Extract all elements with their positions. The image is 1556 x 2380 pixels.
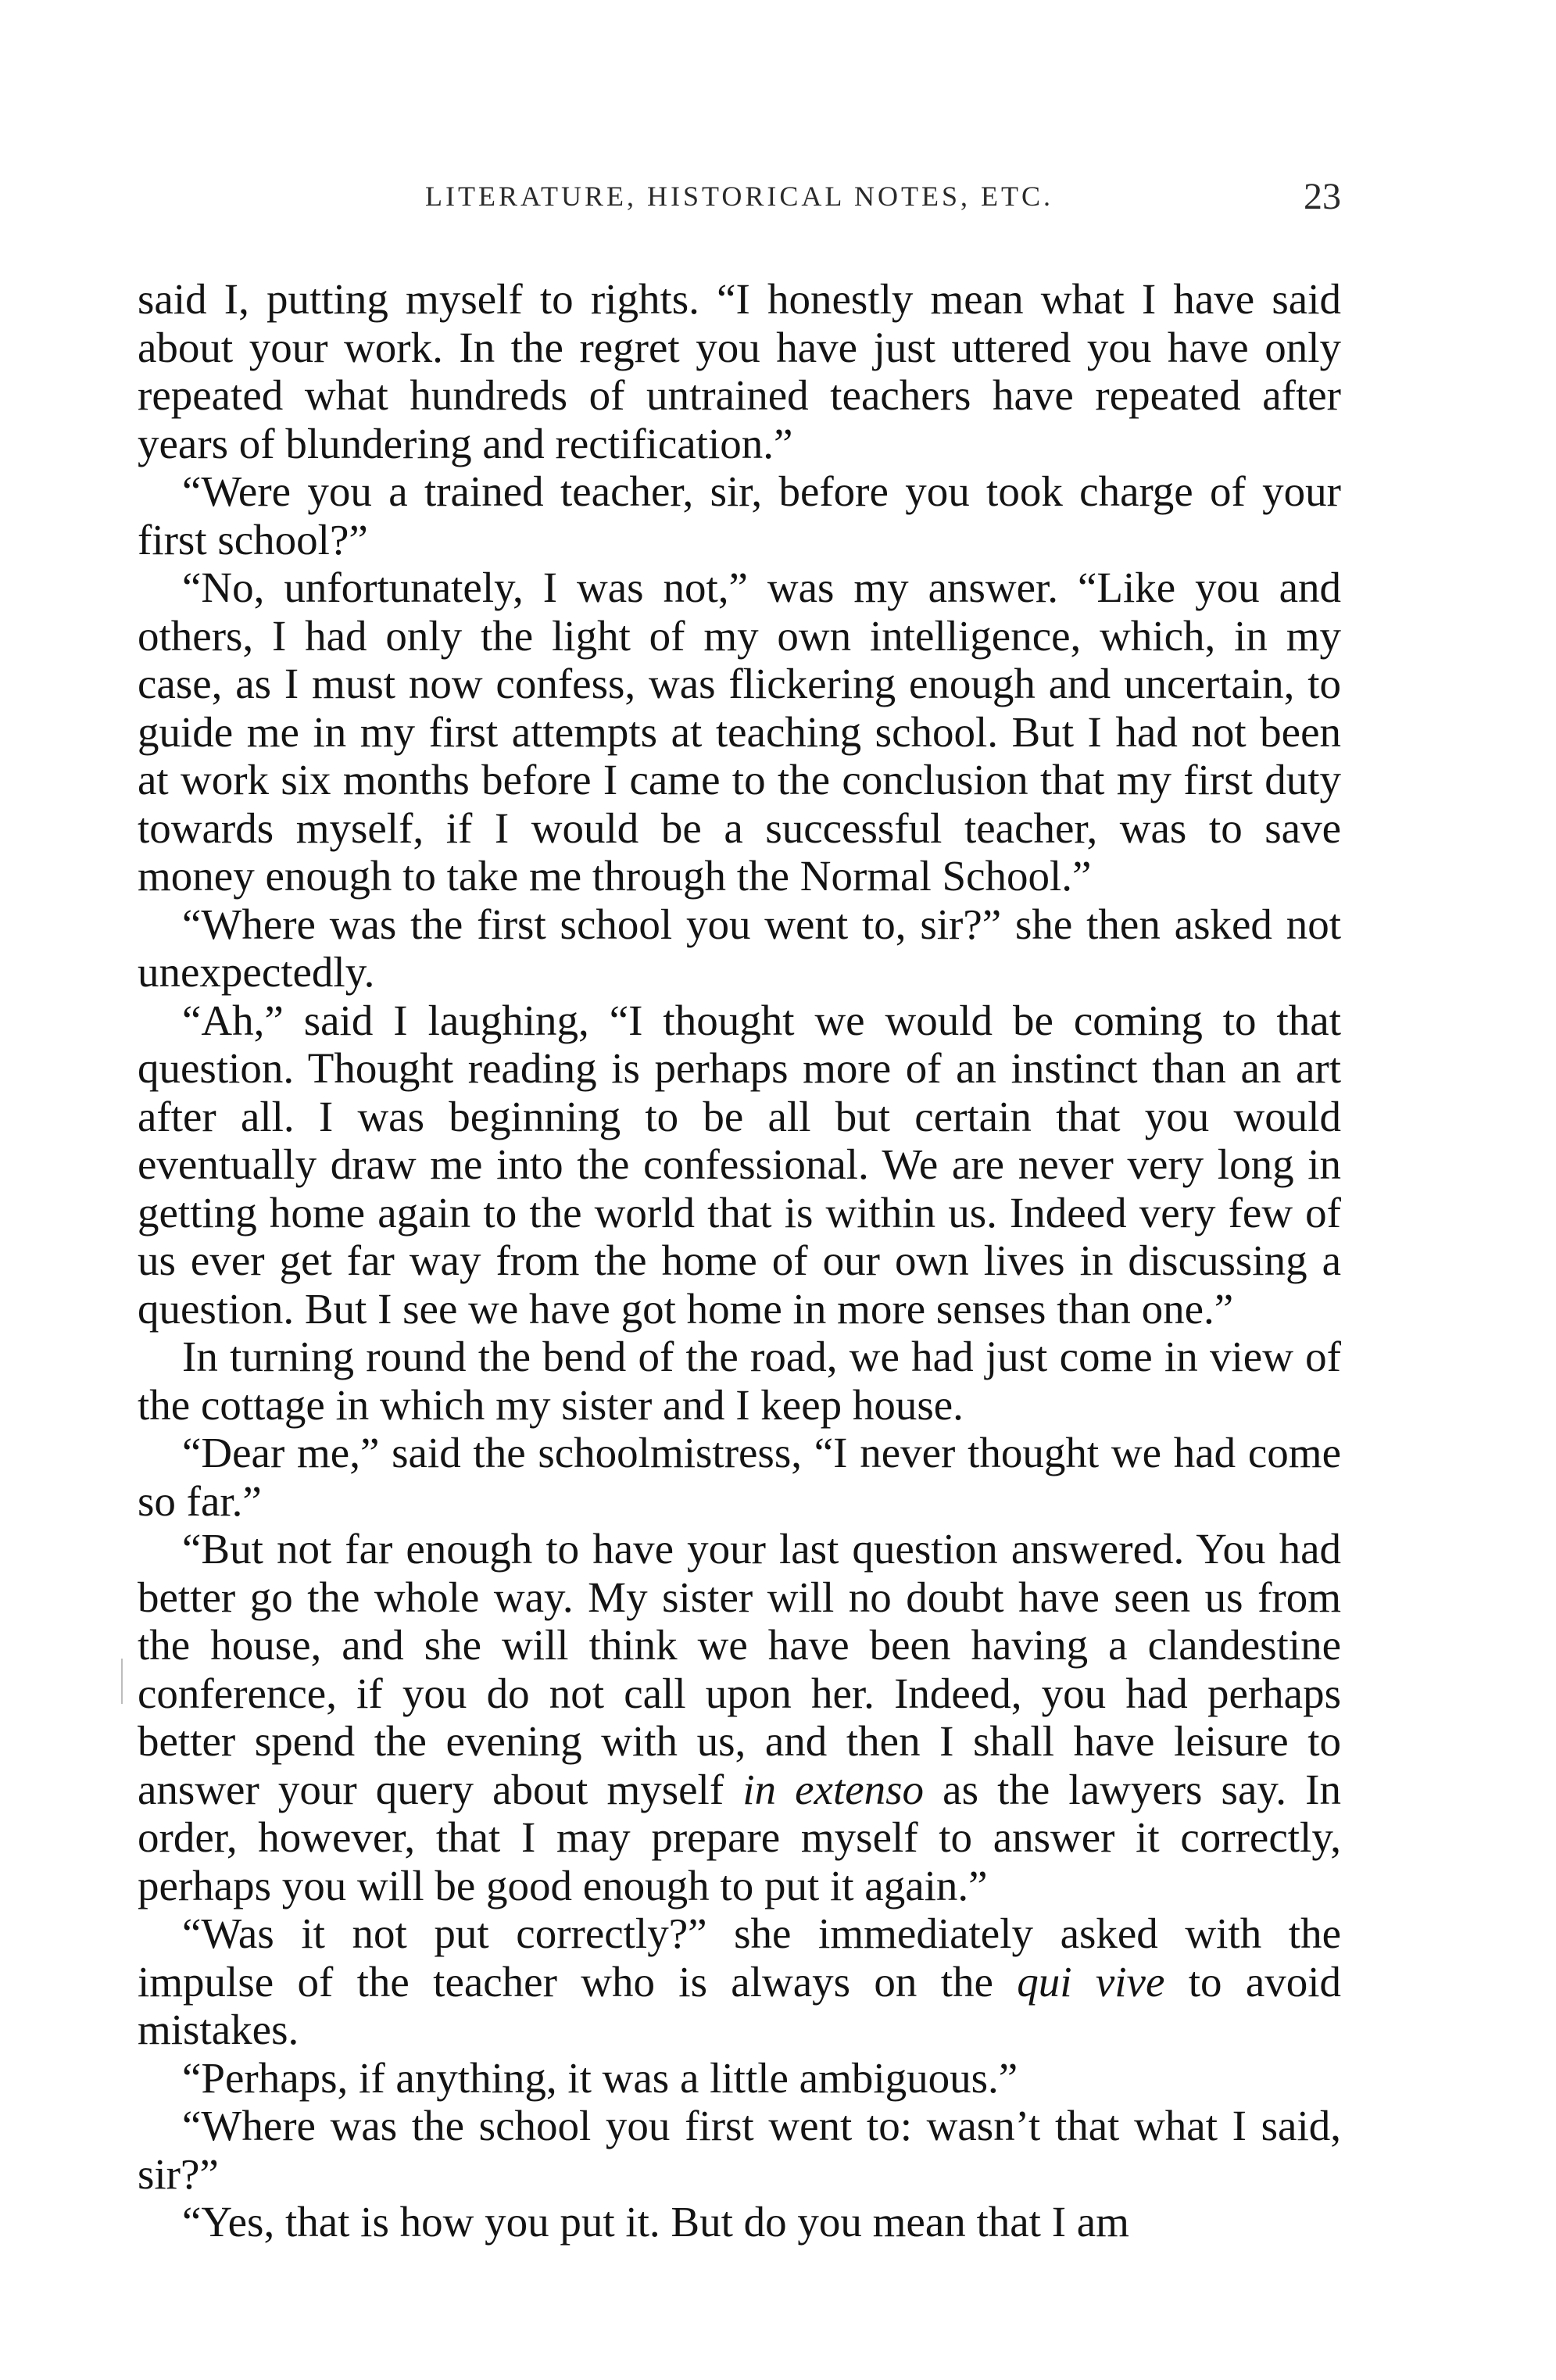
paragraph-text: “But not far enough to have your last question answered. You had better go the whole way. My sister will no doubt have seen us from the house, and she will think we have been having a clandestine conference, if you do not call upon her. Indeed, you had perhaps better spend the evening with us, and then I shall have leisure to answer your query about myself	[138, 1525, 1341, 1813]
paragraph	[138, 1909, 1341, 2054]
body-text	[138, 275, 1341, 2246]
italic-phrase: in extenso	[742, 1765, 925, 1813]
running-title: LITERATURE, HISTORICAL NOTES, ETC.	[425, 181, 1053, 212]
paragraph: “Were you a trained teacher, sir, before you took charge of your first school?”	[138, 467, 1341, 564]
paragraph-text: as the lawyers say. In order, however, that I may prepare myself to answer it correctly, perhaps you will be good enough to put it again.”	[138, 1765, 1341, 1909]
paragraph: “Where was the school you first went to: wasn’t that what I said, sir?”	[138, 2102, 1341, 2198]
paragraph: “No, unfortunately, I was not,” was my answer. “Like you and others, I had only the light of my own intelligence, which, in my case, as I must now confess, was flickering enough and uncertain, to guide me in my first attempts at teaching school. But I had not been at work six months before I came to the conclusion that my first duty towards myself, if I would be a successful teacher, was to save money enough to take me through the Normal School.”	[138, 564, 1341, 900]
running-head	[138, 176, 1341, 227]
italic-phrase: qui vive	[1017, 1957, 1165, 2006]
paragraph-text: “Was it not put correctly?” she immediately asked with the impulse of the teacher who is always on the	[138, 1909, 1341, 2006]
paragraph: “Perhaps, if anything, it was a little ambiguous.”	[182, 2053, 1018, 2102]
paragraph	[138, 1525, 1341, 1909]
paragraph-text: to avoid mistakes.	[138, 1957, 1342, 2053]
paragraph-continued: said I, putting myself to rights. “I honestly mean what I have said about your work. In the regret you have just uttered you have only repeated what hundreds of untrained teachers have repeated after years of blundering and rectification.”	[138, 275, 1341, 467]
paragraph: “Where was the first school you went to, sir?” she then asked not unexpectedly.	[138, 900, 1341, 996]
paragraph: “Ah,” said I laughing, “I thought we would be coming to that question. Thought reading is perhaps more of an instinct than an art after all. I was beginning to be all but certain that you would eventually draw me into the confessional. We are never very long in getting home again to the world that is within us. Indeed very few of us ever get far way from the home of our own lives in discussing a question. But I see we have got home in more senses than one.”	[138, 996, 1341, 1333]
paragraph: In turning round the bend of the road, we had just come in view of the cottage in which my sister and I keep house.	[138, 1333, 1341, 1429]
book-page	[138, 176, 1342, 2246]
page-number: 23	[1304, 176, 1341, 217]
paragraph: “Dear me,” said the schoolmistress, “I never thought we had come so far.”	[138, 1429, 1341, 1525]
margin-mark	[121, 1659, 123, 1704]
paragraph: “Yes, that is how you put it. But do you mean that I am	[182, 2198, 1129, 2246]
